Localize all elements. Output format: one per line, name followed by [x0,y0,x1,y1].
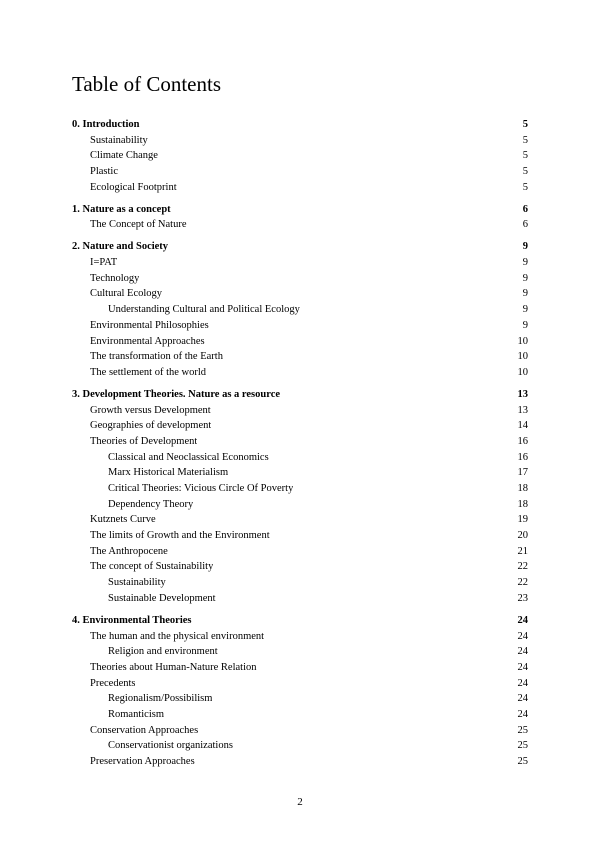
toc-entry-title: Theories of Development [90,435,198,447]
toc-entry-page-number: 24 [517,630,528,642]
toc-entry-title: Technology [90,272,140,284]
toc-section-entry[interactable] [72,271,528,287]
toc-entry-title: The transformation of the Earth [90,351,223,363]
toc-entry-title: Classical and Neoclassical Economics [108,451,269,463]
toc-entry-title: Theories about Human-Nature Relation [90,661,257,673]
toc-entry-page-number: 5 [522,166,528,178]
toc-section-entry[interactable] [72,676,528,692]
toc-entry-title: Romanticism [108,708,164,720]
toc-entry-title: The settlement of the world [90,366,207,378]
toc-entry-title: Kutznets Curve [90,514,156,526]
toc-entry-title: Growth versus Development [90,404,211,416]
toc-entry-page-number: 24 [517,646,528,658]
toc-entry-page-number: 19 [517,514,528,526]
toc-entry-title: Preservation Approaches [90,756,195,767]
toc-entry-page-number: 23 [517,592,528,604]
toc-section-entry[interactable] [72,334,528,350]
toc-entry-page-number: 10 [517,351,528,363]
toc-subsection-entry[interactable] [72,691,528,707]
toc-subsection-entry[interactable] [72,644,528,660]
toc-entry-title: Conservationist organizations [108,740,233,752]
toc-chapter-entry[interactable] [72,117,528,133]
toc-entry-page-number: 9 [522,304,528,316]
toc-entry-page-number: 13 [517,388,528,400]
toc-subsection-entry[interactable] [72,738,528,754]
toc-entry-page-number: 20 [517,530,528,542]
toc-entry-title: Environmental Philosophies [90,319,209,331]
toc-section-entry[interactable] [72,349,528,365]
toc-entry-page-number: 10 [517,335,528,347]
toc-entry-title: Ecological Footprint [90,181,177,193]
toc-entry-page-number: 17 [517,467,528,479]
toc-entry-page-number: 25 [517,756,528,767]
toc-entry-title: Climate Change [90,150,158,162]
toc-entry-page-number: 24 [517,677,528,689]
toc-section-entry[interactable] [72,512,528,528]
toc-chapter-entry[interactable] [72,202,528,218]
toc-entry-title: The Concept of Nature [90,219,187,231]
toc-entry-page-number: 18 [517,498,528,510]
toc-section-entry[interactable] [72,403,528,419]
toc-entry-title: Dependency Theory [108,498,194,510]
toc-entry-title: 0. Introduction [72,119,140,130]
toc-section-entry[interactable] [72,629,528,645]
toc-entry-title: The human and the physical environment [90,630,265,642]
toc-entry-page-number: 9 [522,272,528,284]
toc-section-entry[interactable] [72,180,528,196]
toc-entry-title: The Anthropocene [90,545,168,557]
toc-entry-page-number: 18 [517,483,528,495]
page-number: 2 [297,796,303,808]
toc-section-entry[interactable] [72,318,528,334]
toc-section-entry[interactable] [72,164,528,180]
toc-entry-title: Sustainability [108,577,166,589]
toc-entry-title: Environmental Approaches [90,335,205,347]
toc-entry-title: Religion and environment [108,646,218,658]
toc-entry-title: Cultural Ecology [90,288,163,300]
toc-entry-page-number: 24 [517,693,528,705]
toc-entry-page-number: 5 [522,119,528,130]
toc-section-entry[interactable] [72,528,528,544]
toc-entry-title: The concept of Sustainability [90,561,214,573]
toc-subsection-entry[interactable] [72,481,528,497]
toc-entry-page-number: 22 [517,577,528,589]
toc-chapter-entry[interactable] [72,387,528,403]
toc-section-entry[interactable] [72,217,528,233]
toc-section-entry[interactable] [72,133,528,149]
toc-entry-page-number: 14 [517,420,528,432]
toc-subsection-entry[interactable] [72,575,528,591]
toc-entry-page-number: 24 [517,614,528,626]
toc-chapter-entry[interactable] [72,239,528,255]
toc-entry-page-number: 10 [517,366,528,378]
toc-entry-title: Conservation Approaches [90,724,199,736]
toc-subsection-entry[interactable] [72,497,528,513]
toc-section-entry[interactable] [72,255,528,271]
toc-entry-title: Critical Theories: Vicious Circle Of Poverty [108,483,294,495]
toc-entry-page-number: 9 [522,319,528,331]
toc-entry-title: Marx Historical Materialism [108,467,229,479]
toc-entry-title: Regionalism/Possibilism [108,693,213,705]
toc-section-entry[interactable] [72,286,528,302]
toc-entry-page-number: 25 [517,740,528,752]
toc-entry-page-number: 16 [517,435,528,447]
toc-entry-page-number: 24 [517,708,528,720]
toc-subsection-entry[interactable] [72,465,528,481]
toc-entry-title: Precedents [90,677,136,689]
toc-entry-page-number: 16 [517,451,528,463]
toc-section-entry[interactable] [72,148,528,164]
toc-subsection-entry[interactable] [72,450,528,466]
toc-entry-page-number: 21 [517,545,528,557]
toc-entry-page-number: 5 [522,134,528,146]
toc-entry-title: Sustainability [90,134,148,146]
toc-entry-page-number: 6 [522,203,528,215]
page-title: Table of Contents [72,72,221,96]
toc-entry-page-number: 13 [517,404,528,416]
toc-entry-title: Geographies of development [90,420,212,432]
toc-entry-title: Plastic [90,166,118,178]
toc-entry-page-number: 25 [517,724,528,736]
toc-section-entry[interactable] [72,418,528,434]
toc-entry-page-number: 9 [522,241,528,253]
toc-entry-title: Sustainable Development [108,592,216,604]
toc-entry-page-number: 22 [517,561,528,573]
toc-chapter-entry[interactable] [72,613,528,629]
toc-section-entry[interactable] [72,754,528,770]
toc-entry-title: I=PAT [90,257,118,269]
toc-entry-page-number: 9 [522,288,528,300]
toc-entry-title: 3. Development Theories. Nature as a resource [72,388,281,400]
toc-entry-page-number: 24 [517,661,528,673]
toc-entry-title: 2. Nature and Society [72,241,169,253]
toc-subsection-entry[interactable] [72,707,528,723]
toc-entry-page-number: 9 [522,257,528,269]
toc-subsection-entry[interactable] [72,302,528,318]
toc-section-entry[interactable] [72,544,528,560]
table-of-contents [72,117,528,770]
toc-section-entry[interactable] [72,365,528,381]
toc-subsection-entry[interactable] [72,591,528,607]
toc-entry-title: 4. Environmental Theories [72,614,192,626]
toc-entry-page-number: 6 [522,219,528,231]
toc-section-entry[interactable] [72,434,528,450]
toc-section-entry[interactable] [72,723,528,739]
toc-section-entry[interactable] [72,660,528,676]
toc-section-entry[interactable] [72,559,528,575]
toc-entry-title: The limits of Growth and the Environment [90,530,270,542]
toc-entry-title: Understanding Cultural and Political Ecology [108,304,300,316]
toc-entry-title: 1. Nature as a concept [72,203,171,215]
toc-entry-page-number: 5 [522,181,528,193]
toc-entry-page-number: 5 [522,150,528,162]
